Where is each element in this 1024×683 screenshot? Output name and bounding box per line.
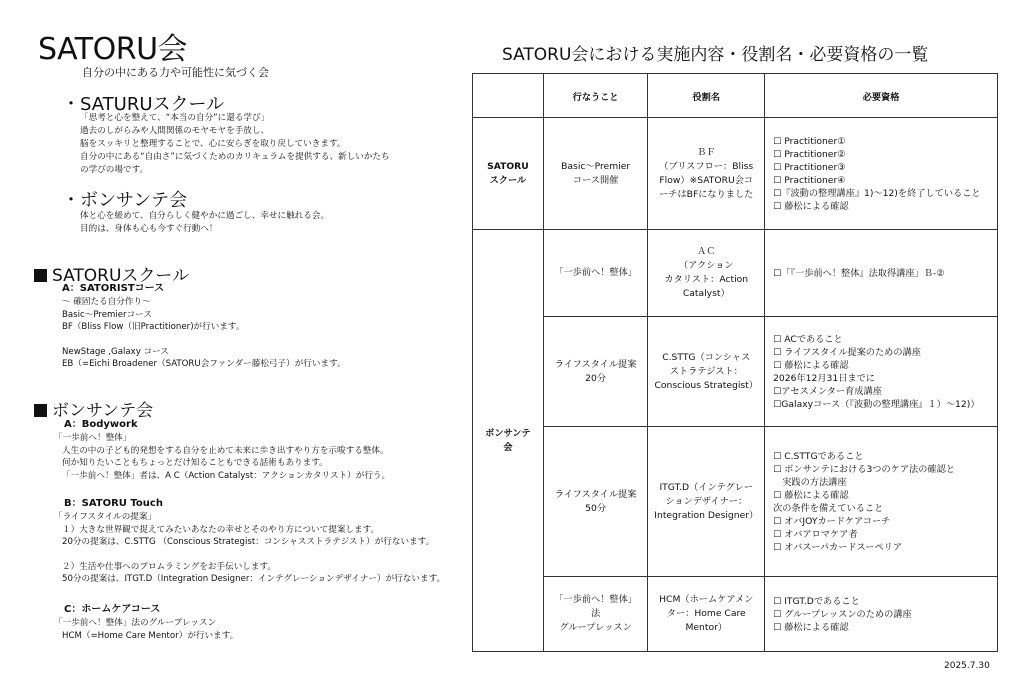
text-line: 何か知りたいこともちょっとだけ知ることもできる話術もあります。 <box>62 458 328 469</box>
qualification-item: ☐ C.STTGであること <box>773 450 864 462</box>
cell-line: C.STTG（コンシャス <box>662 351 751 363</box>
cell-line: 「一歩前へ！整体」 <box>554 267 637 278</box>
action-cell <box>543 577 648 652</box>
qualification-cell <box>765 118 998 230</box>
header-cell: 行なうこと <box>543 74 648 118</box>
text-line: 「一歩前へ！整体」法のグループレッスン <box>54 618 217 628</box>
table-header-row <box>473 74 998 118</box>
cell-line: （アクション <box>678 260 734 271</box>
document-date: 2025.7.30 <box>944 661 990 671</box>
qualification-item: 2026年12月31日までに <box>773 372 875 384</box>
qualification-cell <box>765 317 998 427</box>
role-cell <box>648 577 765 652</box>
text-line: 〜 確固たる自分作り〜 <box>62 297 151 307</box>
square-bullet-icon <box>34 404 47 417</box>
roles-table <box>472 73 998 652</box>
qualification-cell <box>765 577 998 652</box>
cell-line: Flow）※SATORU会コ <box>659 174 754 186</box>
table-row <box>473 118 998 230</box>
qualification-item: ☐ Practitioner③ <box>773 161 846 173</box>
section-block-bodywork <box>54 418 390 482</box>
qualification-item: ☐ ライフスタイル提案のための講座 <box>773 346 921 358</box>
page-title: SATORU会 <box>38 32 188 67</box>
qualification-item: ☐ オバアロマケア者 <box>773 528 858 540</box>
section-block-homecare <box>54 603 238 642</box>
text-line: 脳をスッキリと整理することで、心に安らぎを取り戻していきます。 <box>80 139 346 149</box>
cell-line: 20分 <box>585 372 607 384</box>
qualification-item: ☐ 藤松による確認 <box>773 200 849 212</box>
qualification-cell <box>765 427 998 577</box>
text-line: 「思考と心を整えて、“本当の自分”に還る学び」 <box>80 113 270 123</box>
square-bullet-icon <box>34 269 47 282</box>
qualification-item: ☐ Practitioner① <box>773 135 846 147</box>
text-line: 人生の中の子ども的発想をする自分を止めて未来に歩き出すやり方を示唆する整体。 <box>62 445 389 456</box>
text-line: 「一歩前へ！整体」者は、A C（Action Catalyst：アクションカタリスト）が行う。 <box>62 470 391 481</box>
role-cell <box>648 317 765 427</box>
block-subheading: A：Bodywork <box>64 419 138 430</box>
role-cell <box>648 427 765 577</box>
group-cell-bonsante <box>473 230 544 652</box>
qualification-item: ☐ Practitioner④ <box>773 174 846 186</box>
qualification-item: ☐アセスメンター育成講座 <box>773 385 882 397</box>
qualification-item: ☐ オバJOYカードケアコーチ <box>773 515 891 527</box>
cell-line: Integration Designer） <box>654 509 759 521</box>
cell-line: ーチはBFになりました <box>659 188 754 200</box>
text-line: 20分の提案は、C.STTG （Conscious Strategist：コンシャスストラテジスト）が行ないます。 <box>62 537 435 548</box>
text-line: NewStage ,Galaxy コース <box>62 346 169 357</box>
qualification-item: ☐ グループレッスンのための講座 <box>773 608 912 620</box>
cell-line: ライフスタイル提案 <box>554 488 637 500</box>
table-row <box>473 317 998 427</box>
cell-line: 50分 <box>585 502 607 514</box>
cell-line: ITGT.D（インテグレー <box>659 481 754 493</box>
spacer <box>54 549 445 561</box>
qualification-cell <box>765 230 998 317</box>
table-title: SATORU会における実施内容・役割名・必要資格の一覧 <box>502 45 929 65</box>
section-block-satorist <box>62 282 346 371</box>
text-line: の学びの場です。 <box>80 165 149 175</box>
text-line: 自分の中にある“自由さ”に気づくためのカリキュラムを提供する、新しいかたち <box>80 152 390 162</box>
left-panel <box>0 0 470 683</box>
bullet-text-bonsante <box>80 210 329 236</box>
qualification-item: ☐ ACであること <box>773 333 843 345</box>
text-line: ２）生活や仕事へのプロムラミングをお手伝いします。 <box>62 561 276 572</box>
cell-line: Mentor） <box>685 622 728 633</box>
text-line: HCM（=Home Care Mentor）が行います。 <box>62 630 239 641</box>
group-cell-school <box>473 118 544 230</box>
cell-line: 法 <box>591 608 601 619</box>
text-line: 「一歩前へ！整体」 <box>54 433 132 443</box>
cell-line: Basic〜Premier <box>561 160 631 172</box>
role-cell <box>648 118 765 230</box>
table-row <box>473 230 998 317</box>
cell-line: （ブリスフロー：Bliss <box>659 160 754 172</box>
bullet-heading-school: ・SATURUスクール <box>62 94 225 115</box>
role-cell <box>648 230 765 317</box>
qualification-item: ☐「『一歩前へ！整体』法取得講座」Ｂ-② <box>773 267 945 279</box>
page-subtitle: 自分の中にある力や可能性に気づく会 <box>82 66 269 79</box>
action-cell <box>543 118 648 230</box>
cell-line: コース開催 <box>572 174 619 186</box>
section-heading-text: SATORUスクール <box>52 266 190 286</box>
cell-line: 「一歩前へ！整体」 <box>554 594 637 605</box>
bullet-text-school <box>80 112 390 177</box>
cell-line: Catalyst） <box>682 288 730 299</box>
cell-line: 会 <box>503 441 513 453</box>
qualification-item: ☐ ITGT.Dであること <box>773 595 860 607</box>
text-line: BF（Bliss Flow（旧Practitioner)が行います。 <box>62 322 245 333</box>
cell-line: ションデザイナー： <box>665 495 748 507</box>
block-subheading: C：ホームケアコース <box>64 604 161 615</box>
text-line: EB（=Eichi Broadener（SATORU会ファンダー藤松弓子）が行います。 <box>62 359 346 370</box>
section-block-touch <box>54 497 445 586</box>
text-line: 体と心を緩めて、自分らしく健やかに過ごし、幸せに触れる会。 <box>80 211 330 221</box>
cell-line: グループレッスン <box>559 622 632 633</box>
block-subheading: A：SATORISTコース <box>62 283 165 294</box>
table-row <box>473 427 998 577</box>
cell-line: ＡＣ <box>697 246 716 257</box>
cell-line: カタリスト：Action <box>664 274 749 285</box>
text-line: １）大きな世界観で捉えてみたいあなたの幸せとそのやり方について提案します。 <box>62 524 380 535</box>
action-cell <box>543 230 648 317</box>
qualification-item: ☐Galaxyコース（『波動の整理講座』１）〜12)） <box>773 398 980 410</box>
qualification-item: ☐ オバスーパカードスーペリア <box>773 541 903 553</box>
qualification-item: ☐ Practitioner② <box>773 148 846 160</box>
header-cell <box>473 74 544 118</box>
text-line: 目的は、身体も心も今すぐ行動へ！ <box>80 224 218 234</box>
cell-line: ター：Home Care <box>666 608 746 619</box>
action-cell <box>543 317 648 427</box>
cell-line: Conscious Strategist） <box>654 379 758 391</box>
cell-line: スクール <box>489 174 527 186</box>
text-line: 50分の提案は、ITGT.D（Integration Designer：インテグレーションデザイナー）が行ないます。 <box>62 574 446 585</box>
text-line: 「ライフスタイルの提案」 <box>54 512 157 522</box>
spacer <box>62 334 346 346</box>
cell-line: ライフスタイル提案 <box>554 358 637 370</box>
cell-line: ＢＦ <box>697 146 716 158</box>
qualification-item: 次の条件を備えていること <box>773 502 884 514</box>
qualification-item: ☐ 藤松による確認 <box>773 489 849 501</box>
cell-line: HCM（ホームケアメン <box>659 594 754 605</box>
header-cell: 必要資格 <box>765 74 998 118</box>
cell-line: ストラテジスト： <box>669 365 743 377</box>
cell-line: SATORU <box>487 160 529 172</box>
qualification-item: ☐ 藤松による確認 <box>773 359 849 371</box>
bullet-heading-bonsante: ・ボンサンテ会 <box>62 190 188 211</box>
action-cell <box>543 427 648 577</box>
table-row <box>473 577 998 652</box>
block-subheading: B：SATORU Touch <box>64 498 163 509</box>
qualification-item: ☐『波動の整理講座』1)〜12)を終了していること <box>773 187 981 199</box>
qualification-item: ☐ 藤松による確認 <box>773 621 849 633</box>
qualification-item: 実践の方法講座 <box>773 476 847 488</box>
header-cell: 役割名 <box>648 74 765 118</box>
qualification-item: ☐ ボンサンテにおける3つのケア法の確認と <box>773 463 955 475</box>
text-line: Basic〜Premierコース <box>62 309 152 320</box>
cell-line: ボンサンテ <box>485 427 531 439</box>
section-heading-text: ボンサンテ会 <box>52 401 154 421</box>
text-line: 過去のしがらみや人間関係のモヤモヤを手放し、 <box>80 126 270 136</box>
